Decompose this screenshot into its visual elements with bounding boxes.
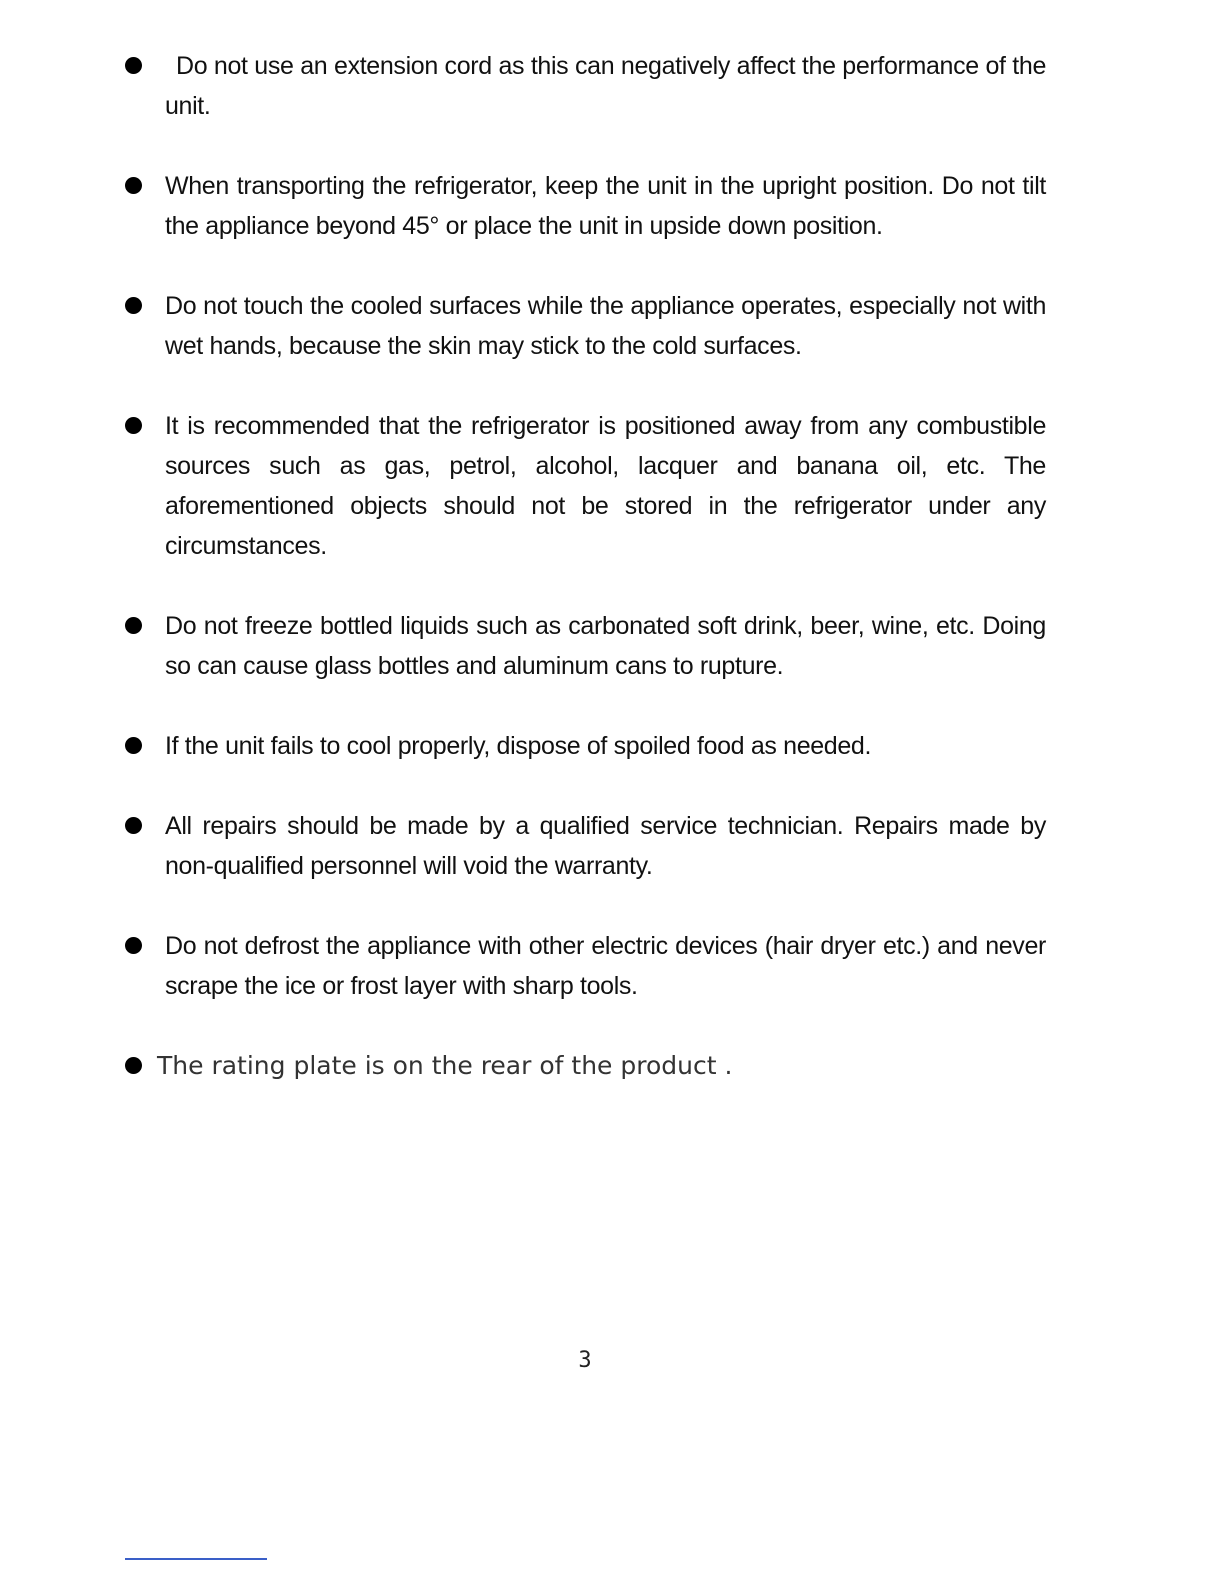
bullet-icon (125, 177, 142, 194)
list-item (124, 1046, 1046, 1086)
bullet-icon (125, 1057, 142, 1074)
list-item (124, 926, 1046, 1006)
list-item-text: It is recommended that the refrigerator is positioned away from any combustible sources such as gas, petrol, alcohol, lacquer and banana oil, etc. The aforementioned objects should not be stored in the refrigerator under any circumstances. (165, 412, 1046, 560)
page-number: 3 (578, 1348, 592, 1373)
list-item-text: All repairs should be made by a qualified service technician. Repairs made by non-qualified personnel will void the warranty. (165, 812, 1046, 880)
safety-instructions-list (124, 46, 1046, 1126)
list-item (124, 606, 1046, 686)
bullet-icon (125, 617, 142, 634)
bullet-icon (125, 817, 142, 834)
list-item-text: If the unit fails to cool properly, dispose of spoiled food as needed. (165, 732, 872, 760)
bullet-icon (125, 737, 142, 754)
list-item-text: Do not touch the cooled surfaces while the appliance operates, especially not with wet hands, because the skin may stick to the cold surfaces. (165, 292, 1046, 360)
list-item (124, 406, 1046, 566)
list-item-text: When transporting the refrigerator, keep the unit in the upright position. Do not tilt the appliance beyond 45° or place the unit in upside down position. (165, 172, 1046, 240)
bullet-icon (125, 297, 142, 314)
list-item (124, 46, 1046, 126)
list-item (124, 286, 1046, 366)
list-item (124, 166, 1046, 246)
list-item (124, 806, 1046, 886)
list-item-text: The rating plate is on the rear of the product . (157, 1051, 733, 1080)
list-item-text: Do not freeze bottled liquids such as carbonated soft drink, beer, wine, etc. Doing so can cause glass bottles and aluminum cans to rupture. (165, 612, 1046, 680)
bullet-icon (125, 417, 142, 434)
list-item-text: Do not use an extension cord as this can negatively affect the performance of the unit. (165, 52, 1046, 120)
list-item (124, 726, 1046, 766)
list-item-text: Do not defrost the appliance with other electric devices (hair dryer etc.) and never scrape the ice or frost layer with sharp tools. (165, 932, 1046, 1000)
bullet-icon (125, 937, 142, 954)
footer-rule (125, 1558, 267, 1560)
bullet-icon (125, 57, 142, 74)
